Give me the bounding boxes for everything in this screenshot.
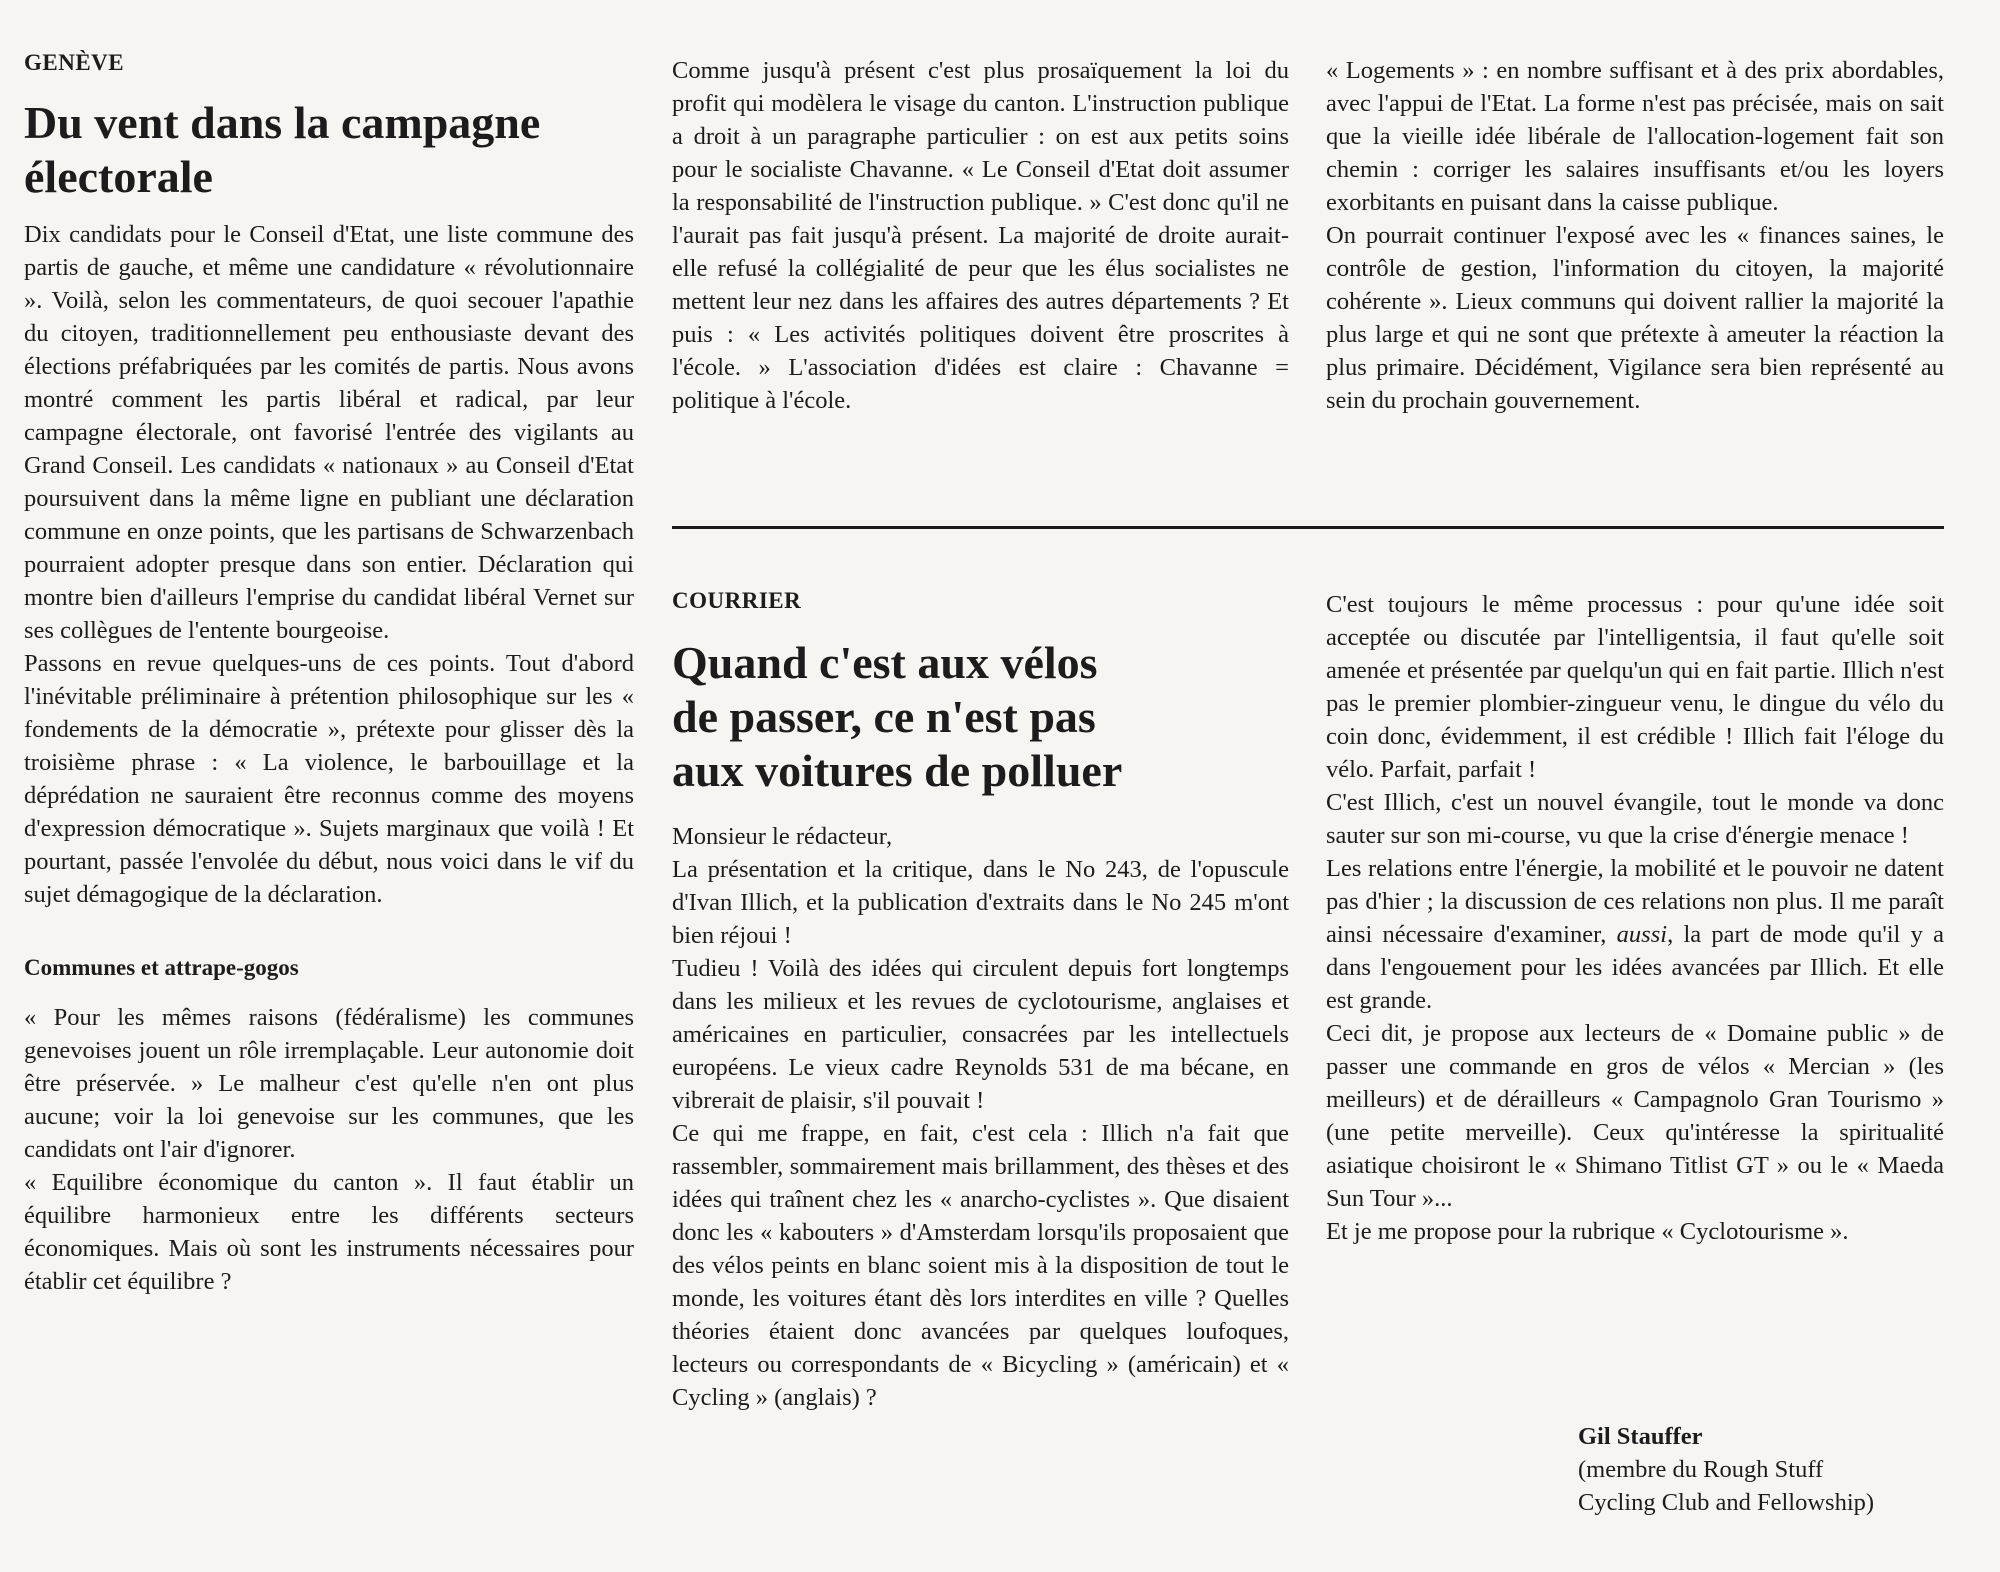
section-divider — [672, 526, 1944, 529]
article2-column-3 — [1326, 588, 1944, 1248]
letter-text: , la part de mode qu'il y a dans l'engouement pour les idées avancées par Illich. Et elle est grande. — [1326, 921, 1944, 1014]
article2-headline — [672, 636, 1289, 798]
letter-paragraph: Et je me propose pour la rubrique « Cyclotourisme ». — [1326, 1218, 1849, 1245]
article1-headline-line2: électorale — [24, 151, 213, 202]
article2-rubric: COURRIER — [672, 588, 802, 613]
article1-paragraph: Dix candidats pour le Conseil d'Etat, une liste commune des partis de gauche, et même une candidature « révolutionnaire ». Voilà, selon les commentateurs, de quoi secouer l'apathie du citoyen, traditionnellement peu enthousiaste devant des élections préfabriquées par les comités de partis. Nous avons montré comment les partis libéral et radical, par leur campagne électorale, ont favorisé l'entrée des vigilants au Grand Conseil. Les candidats « nationaux » au Conseil d'Etat poursuivent dans la même ligne en publiant une déclaration commune en onze points, que les partisans de Schwarzenbach pourraient adopter presque dans son entier. Déclaration qui montre bien d'ailleurs l'emprise du candidat libéral Vernet sur ses collègues de l'entente bourgeoise. — [24, 221, 634, 644]
letter-text: Les relations entre l'énergie, la mobilité et le pouvoir ne datent pas d'hier ; la discussion de ces relations non plus. Il me paraît ainsi nécessaire d'examiner, — [1326, 855, 1944, 948]
article1-subhead: Communes et attrape-gogos — [24, 955, 299, 980]
article2-headline-line3: aux voitures de polluer — [672, 745, 1123, 796]
article1-paragraph: « Logements » : en nombre suffisant et à des prix abordables, avec l'appui de l'Etat. La forme n'est pas précisée, mais on sait que la vieille idée libérale de l'allocation-logement fait son chemin : corriger les salaires insuffisants et/ou les loyers exorbitants en puisant dans la caisse publique. — [1326, 57, 1944, 216]
article1-paragraph: Passons en revue quelques-uns de ces points. Tout d'abord l'inévitable préliminaire à prétention philosophique sur les « fondements de la démocratie », prétexte pour glisser dès la troisième phrase : « La violence, le barbouillage et la déprédation ne sauraient être reconnus comme des moyens d'expression démocratique ». Sujets marginaux que voilà ! Et pourtant, passée l'envolée du début, nous voici dans le vif du sujet démagogique de la déclaration. — [24, 650, 634, 908]
letter-paragraph: Tudieu ! Voilà des idées qui circulent depuis fort longtemps dans les milieux et les revues de cyclotourisme, anglaises et américaines en particulier, consacrées par les intellectuels européens. Le vieux cadre Reynolds 531 de ma bécane, en vibrerait de plaisir, s'il pouvait ! — [672, 955, 1289, 1114]
letter-signature — [1578, 1420, 1874, 1519]
letter-paragraph: Ce qui me frappe, en fait, c'est cela : Illich n'a fait que rassembler, sommairement mais brillamment, des thèses et des idées qui traînent chez les « anarcho-cyclistes ». Que disaient donc les « kabouters » d'Amsterdam lorsqu'ils proposaient que des vélos peints en blanc soient mis à la disposition de tout le monde, les voitures étant dès lors interdites en ville ? Quelles théories étaient donc avancées par quelques loufoques, lecteurs ou correspondants de « Bicycling » (américain) et « Cycling » (anglais) ? — [672, 1120, 1289, 1411]
signature-name: Gil Stauffer — [1578, 1423, 1703, 1450]
article1-paragraph: On pourrait continuer l'exposé avec les « finances saines, le contrôle de gestion, l'information du citoyen, la majorité cohérente ». Lieux communs qui doivent rallier la majorité la plus large et qui ne sont que prétexte à ameuter la réaction la plus primaire. Décidément, Vigilance sera bien représenté au sein du prochain gouvernement. — [1326, 222, 1944, 414]
article1-rubric: GENÈVE — [24, 50, 125, 75]
signature-affiliation-line2: Cycling Club and Fellowship) — [1578, 1489, 1875, 1516]
letter-paragraph: C'est Illich, c'est un nouvel évangile, tout le monde va donc sauter sur son mi-course, vu que la crise d'énergie menace ! — [1326, 789, 1944, 849]
article2-column-2 — [672, 588, 1289, 1414]
article1-paragraph: « Equilibre économique du canton ». Il faut établir un équilibre harmonieux entre les différents secteurs économiques. Mais où sont les instruments nécessaires pour établir cet équilibre ? — [24, 1169, 634, 1295]
letter-emphasis: aussi — [1616, 921, 1668, 948]
article1-headline-line1: Du vent dans la campagne — [24, 97, 541, 148]
letter-paragraph — [1326, 852, 1944, 1017]
article1-column-1 — [24, 50, 634, 1298]
article1-column-2 — [672, 54, 1289, 417]
letter-paragraph: C'est toujours le même processus : pour qu'une idée soit acceptée ou discutée par l'intelligentsia, il faut qu'elle soit amenée et présentée par quelqu'un qui en fait partie. Illich n'est pas le premier plombier-zingueur venu, le dingue du vélo du coin donc, évidemment, il est crédible ! Illich fait l'éloge du vélo. Parfait, parfait ! — [1326, 591, 1944, 783]
letter-salutation: Monsieur le rédacteur, — [672, 823, 893, 850]
article1-headline — [24, 96, 634, 204]
letter-paragraph: Ceci dit, je propose aux lecteurs de « Domaine public » de passer une commande en gros de vélos « Mercian » (les meilleurs) et de dérailleurs « Campagnolo Gran Tourismo » (une petite merveille). Ceux qu'intéresse la spiritualité asiatique choisiront le « Shimano Titlist GT » ou le « Maeda Sun Tour »... — [1326, 1020, 1944, 1212]
article1-paragraph: Comme jusqu'à présent c'est plus prosaïquement la loi du profit qui modèlera le visage du canton. L'instruction publique a droit à un paragraphe particulier : on est aux petits soins pour le socialiste Chavanne. « Le Conseil d'Etat doit assumer la responsabilité de l'instruction publique. » C'est donc qu'il ne l'aurait pas fait jusqu'à présent. La majorité de droite aurait-elle refusé la collégialité de peur que les élus socialistes ne mettent leur nez dans les affaires des autres départements ? Et puis : « Les activités politiques doivent être proscrites à l'école. » L'association d'idées est claire : Chavanne = politique à l'école. — [672, 57, 1289, 414]
signature-affiliation-line1: (membre du Rough Stuff — [1578, 1456, 1824, 1483]
letter-paragraph: La présentation et la critique, dans le No 243, de l'opuscule d'Ivan Illich, et la publication d'extraits dans le No 245 m'ont bien réjoui ! — [672, 856, 1289, 949]
article1-column-3 — [1326, 54, 1944, 417]
article2-headline-line2: de passer, ce n'est pas — [672, 691, 1096, 742]
article1-paragraph: « Pour les mêmes raisons (fédéralisme) les communes genevoises jouent un rôle irremplaçable. Leur autonomie doit être préservée. » Le malheur c'est qu'elle n'en ont plus aucune; voir la loi genevoise sur les communes, que les candidats ont l'air d'ignorer. — [24, 1004, 634, 1163]
article2-headline-line1: Quand c'est aux vélos — [672, 637, 1098, 688]
